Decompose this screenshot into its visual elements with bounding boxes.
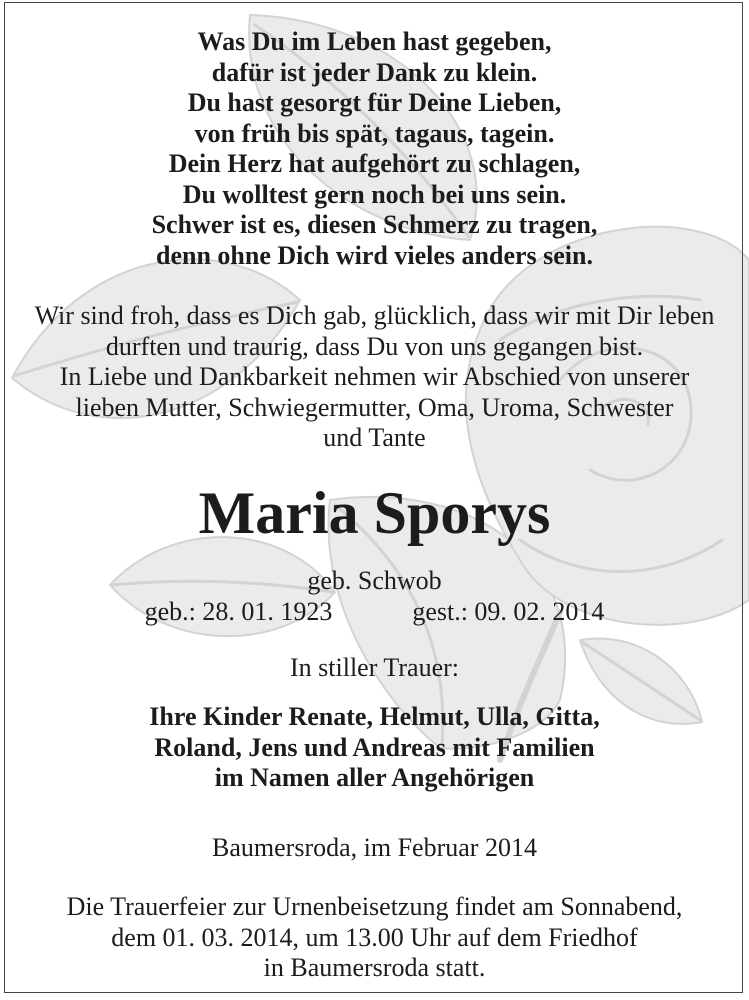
funeral-notice — [0, 892, 749, 984]
poem-line: von früh bis spät, tagaus, tagein. — [194, 118, 555, 148]
birth-date: geb.: 28. 01. 1923 — [144, 597, 333, 626]
poem-line: Dein Herz hat aufgehört zu schlagen, — [168, 149, 581, 178]
maiden-name: geb. Schwob — [307, 566, 442, 595]
poem-line: dafür ist jeder Dank zu klein. — [211, 57, 538, 87]
poem-line: Schwer ist es, diesen Schmerz zu tragen, — [151, 210, 598, 239]
intro-line: Wir sind froh, dass es Dich gab, glücklich, dass wir mit Dir leben — [34, 301, 715, 330]
mourners — [0, 702, 749, 794]
mourners-line: im Namen aller Angehörigen — [214, 763, 535, 792]
deceased-name-block — [0, 478, 749, 548]
poem — [0, 27, 749, 271]
funeral-line: dem 01. 03. 2014, um 13.00 Uhr auf dem Friedhof — [111, 922, 638, 952]
deceased-name: Maria Sporys — [198, 480, 551, 546]
intro-line: durften und traurig, dass Du von uns gegangen bist. — [105, 331, 644, 361]
mourning-heading-block — [0, 653, 749, 684]
death-date: gest.: 09. 02. 2014 — [412, 597, 605, 626]
mourners-line: Ihre Kinder Renate, Helmut, Ulla, Gitta, — [149, 702, 600, 731]
intro-line: In Liebe und Dankbarkeit nehmen wir Abschied von unserer — [59, 362, 690, 391]
poem-line: denn ohne Dich wird vieles anders sein. — [156, 240, 593, 270]
intro-paragraph — [0, 301, 749, 454]
mourning-heading: In stiller Trauer: — [290, 653, 459, 682]
poem-line: Du wolltest gern noch bei uns sein. — [182, 179, 567, 209]
mourners-line: Roland, Jens und Andreas mit Familien — [154, 732, 595, 762]
funeral-line: Die Trauerfeier zur Urnenbeisetzung findet am Sonnabend, — [66, 892, 683, 921]
intro-line: lieben Mutter, Schwiegermutter, Oma, Uroma, Schwester — [75, 392, 674, 422]
life-dates — [0, 565, 749, 627]
poem-line: Was Du im Leben hast gegeben, — [197, 27, 552, 56]
place-date-block — [0, 833, 749, 864]
funeral-line: in Baumersroda statt. — [263, 953, 486, 982]
intro-line: und Tante — [323, 423, 426, 452]
dates-row — [0, 596, 749, 627]
place-date: Baumersroda, im Februar 2014 — [212, 833, 537, 862]
poem-line: Du hast gesorgt für Deine Lieben, — [187, 88, 562, 117]
